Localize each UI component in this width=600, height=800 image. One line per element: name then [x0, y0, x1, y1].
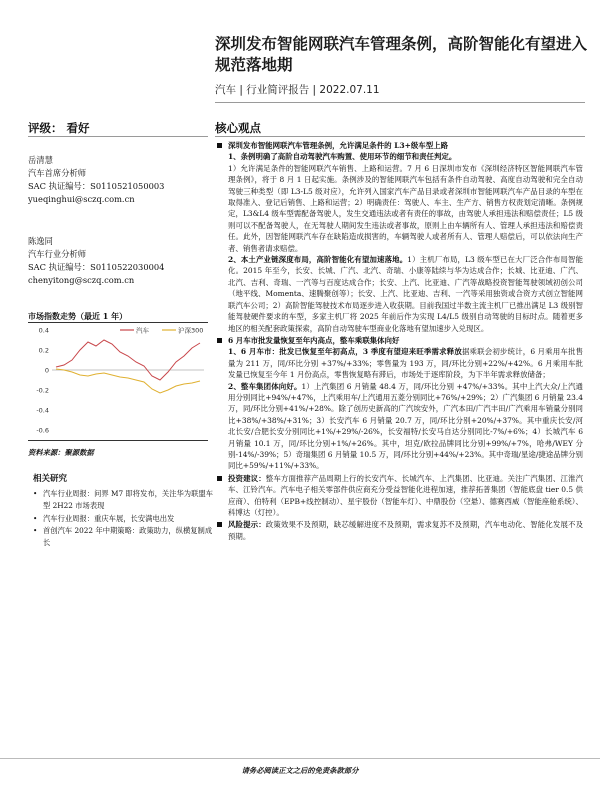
subpoint-title: 1、6 月车市：批发已恢复至年初高点，3 季度有望迎来旺季需求释放 — [228, 347, 462, 357]
related-item[interactable]: • 首创汽车 2022 年中期策略：政策助力，纵横复制成长 — [28, 525, 213, 549]
analyst-name: 陈逸同 — [28, 236, 53, 246]
point-title: 深圳发布智能网联汽车管理条例，允许满足条件的 L3+级车型上路 — [228, 141, 449, 150]
header-divider — [215, 102, 585, 103]
analyst-2 — [28, 235, 208, 287]
analyst-sac: SAC 执证编号：S0110521050003 — [28, 181, 165, 191]
subpoint-text: 1）允许满足条件的智能网联汽车销售、上路和运营。7 月 6 日深圳市发布《深圳经济特区智能网联汽车管理条例》，将于 8 月 1 日起实施。条例涉及的智能网联汽车包括有条件自动驾驶、高度自动驾驶和完全自动驾驶三种类型（即 L3-L5 级对应），允许列入国家汽车产品目录或者深圳市智能网联汽车产品目录的车型在取得准入、登记后销售、上路和运营；2）明确责任：驾驶人、车主、生产方、销售方权责划定清晰。条例规定，L3&L4 级车型需配备驾驶人，发生交通违法或者有责任的事故，由驾驶人承担违法和赔偿责任；L5 级则可以不配备驾驶人，在无驾驶人期间发生违法或者事故，原则上由车辆所有人、管理人承担违法和赔偿责任。此外，因智能网联汽车存在缺陷造成损害的，车辆驾驶人或者所有人、管理人赔偿后，可以依法向生产者、销售者请求赔偿。 — [228, 163, 583, 253]
related-item[interactable]: • 汽车行业周报：重庆车展，长安满电出发 — [28, 513, 213, 525]
subpoint-title: 2、本土产业链深度布局，高阶智能化有望加速落地。 — [228, 255, 408, 265]
related-research-title: 相关研究 — [33, 474, 68, 484]
rating: 评级： 看好 — [28, 121, 90, 135]
analyst-1 — [28, 154, 208, 206]
analyst-role: 汽车首席分析师 — [28, 168, 87, 178]
point-text: 政策效果不及预期，缺芯缓解进度不及预期，需求复苏不及预期，汽车电动化、智能化发展不及预期。 — [228, 520, 584, 541]
subpoint-text: 据乘联会初步统计，6 月乘用车批售量为 211 万，同/环比分别 +37%/+33%；零售量为 193 万，同/环比分别+22%/+42%。6 月乘用车批发量已恢复至今年 1 月份高点，零售恢复略有滞后，市场处于逐库阶段，为下半年需求释放储备； — [228, 347, 584, 380]
footer-disclaimer: 请务必阅读正文之后的免责条款部分 — [241, 766, 359, 775]
bullet-square-icon — [217, 476, 222, 481]
top-strip — [0, 0, 600, 4]
bullet-square-icon — [217, 338, 222, 343]
point-title: 6 月车市批发量恢复至年内高点，整车乘联集体向好 — [228, 335, 400, 345]
chart-title: 市场指数走势（最近 1 年） — [28, 311, 128, 321]
bullet-square-icon — [217, 143, 222, 148]
legend-label: 汽车 — [136, 326, 149, 335]
market-index-chart — [28, 322, 208, 437]
bullet-square-icon — [217, 522, 222, 527]
y-tick-label: 0.4 — [38, 326, 49, 335]
subpoint-title: 1、条例明确了高阶自动驾驶汽车购置、使用环节的细节和责任判定。 — [228, 152, 457, 162]
y-tick-label: -0.6 — [36, 426, 49, 435]
series-line-沪深300 — [56, 369, 200, 393]
y-tick-label: 0.2 — [38, 346, 49, 355]
point-risk — [215, 519, 583, 542]
footer-divider — [0, 758, 600, 759]
subpoint-title: 2、整车集团体向好。 — [228, 381, 302, 391]
core-divider — [215, 136, 585, 137]
subpoint-text: 1）上汽集团 6 月销量 48.4 万，同/环比分别 +47%/+33%。其中上汽大众/上汽通用分别同比+94%/+47%，上汽乘用车/上汽通用五菱分别同比+76%/+29%；2）广汽集团 6 月销量 23.4 万，同/环比分别+41%/+28%。除了创历史新高的广汽埃安外，广汽本田/广汽丰田/广汽乘用车销量分别同比+38%/+38%/+31%；3）长安汽车 6 月销量 20.7 万，同/环比分别+20%/+37%。其中重庆长安/河北长安/合肥长安分别同比+1%/+29%/-26%，长安福特/长安马自达分别同比-7%/+6%；4）长城汽车 6 月销量 10.1 万，同/环比分别+1%/+26%。其中，坦克/欧拉品牌同比分别+99%/+7%，哈弗/WEY 分别-14%/-39%；5）奇瑞集团 6 月销量 10.5 万，同/环比分别+44%/+23%。其中奇瑞/星途/捷途品牌分别同比+59%/+11%/+33%。 — [228, 381, 583, 471]
analyst-email[interactable]: yueqinghui@sczq.com.cn — [28, 194, 135, 204]
analyst-email[interactable]: chenyitong@sczq.com.cn — [28, 275, 135, 285]
core-views-body — [215, 140, 583, 543]
point-title: 投资建议： — [228, 473, 266, 483]
report-subtitle: 汽车 | 行业简评报告 | 2022.07.11 — [215, 84, 380, 96]
legend-label: 沪深300 — [178, 326, 204, 335]
analyst-role: 汽车行业分析师 — [28, 249, 87, 259]
chart-bottom-rule — [28, 440, 208, 441]
related-research-list — [28, 488, 213, 550]
y-tick-label: 0 — [44, 366, 49, 375]
related-item[interactable]: • 汽车行业周报：问界 M7 即将发布，关注华为联盟车型 2H22 市场表现 — [28, 488, 213, 512]
subpoint-text: 1）主机厂布局，L3 级车型已在大厂泛合作布局智能化。2015 年至今，长安、长城、广汽、北汽、奇瑞、小康等陆续与华为达成合作；长城、比亚迪、广汽、北汽、吉利、奇瑞、一汽等与百度达成合作；长安、上汽、比亚迪、广汽等战略投资智能驾驶领域初创公司（地平线、Momenta、速腾聚创等）；长安、上汽、比亚迪、吉利、一汽等采用独资或合资方式创立智能网联汽车公司；2）高阶智能驾驶技术布局逐步进入收获期。目前我国过半数主流主机厂已推出满足 L3 级别智能驾驶硬件要求的车型，多家主机厂将 2025 年前后作为实现 L4/L5 级别自动驾驶的目标时点。随着更多地区的相关配套政策探索，高阶自动驾驶车型商业化落地有望加速步入兑现区。 — [228, 255, 583, 333]
chart-source: 资料来源：聚源数据 — [28, 448, 94, 457]
point-investment — [215, 473, 583, 519]
analyst-name: 岳清慧 — [28, 155, 53, 165]
rating-divider — [28, 136, 208, 137]
point-title: 风险提示： — [228, 520, 266, 530]
y-tick-label: -0.2 — [36, 386, 49, 395]
point-june-sales — [215, 335, 583, 472]
report-title: 深圳发布智能网联汽车管理条例，高阶智能化有望进入规范落地期 — [215, 35, 588, 74]
analyst-sac: SAC 执证编号：S0110522030004 — [28, 262, 165, 272]
point-text: 整车方面推荐产品周期上行的长安汽车、长城汽车、上汽集团、比亚迪。关注广汽集团、江淮汽车、江铃汽车。汽车电子相关零部件供应商充分受益智能化进程加速，推荐拓普集团（智能底盘 tier 0.5 供应商）、伯特利（EPB+线控制动）、星宇股份（智能车灯）、中鼎股份（空悬）、德赛西威（智能座舱系统）、科博达（灯控）。 — [228, 473, 584, 517]
core-views-title: 核心观点 — [215, 121, 261, 135]
y-tick-label: -0.4 — [36, 406, 49, 415]
point-policy — [215, 140, 583, 334]
